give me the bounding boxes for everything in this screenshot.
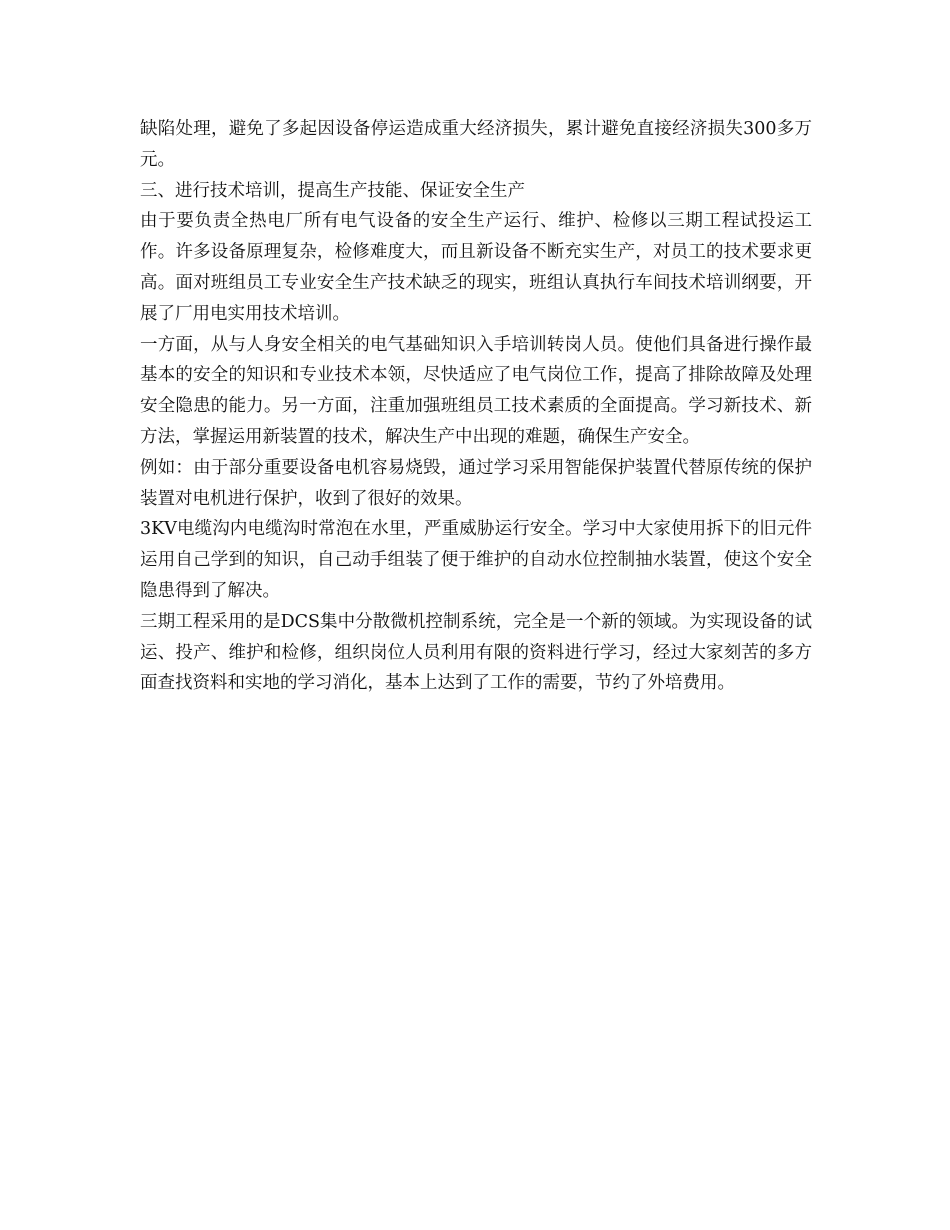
- paragraph-cable-trench: 3KV电缆沟内电缆沟时常泡在水里，严重威胁运行安全。学习中大家使用拆下的旧元件运用自己学到的知识，自己动手组装了便于维护的自动水位控制抽水装置，使这个安全隐患得到了解决。: [140, 519, 812, 601]
- paragraph-training-approach: 一方面，从与人身安全相关的电气基础知识入手培训转岗人员。使他们具备进行操作最基本的安全的知识和专业技术本领，尽快适应了电气岗位工作，提高了排除故障及处理安全隐患的能力。另一方面，注重加强班组员工技术素质的全面提高。学习新技术、新方法，掌握运用新装置的技术，解决生产中出现的难题，确保生产安全。: [140, 334, 812, 447]
- paragraph-loss-avoidance: 缺陷处理，避免了多起因设备停运造成重大经济损失，累计避免直接经济损失300多万元。: [140, 119, 812, 170]
- paragraph-training-background: 由于要负责全热电厂所有电气设备的安全生产运行、维护、检修以三期工程试投运工作。许多设备原理复杂，检修难度大，而且新设备不断充实生产，对员工的技术要求更高。面对班组员工专业安全生产技术缺乏的现实，班组认真执行车间技术培训纲要，开展了厂用电实用技术培训。: [140, 211, 812, 324]
- paragraph-dcs-system: 三期工程采用的是DCS集中分散微机控制系统，完全是一个新的领域。为实现设备的试运、投产、维护和检修，组织岗位人员利用有限的资料进行学习，经过大家刻苦的多方面查找资料和实地的学习消化，基本上达到了工作的需要，节约了外培费用。: [140, 611, 812, 694]
- paragraph-example-protection: 例如：由于部分重要设备电机容易烧毁，通过学习采用智能保护装置代替原传统的保护装置对电机进行保护，收到了很好的效果。: [140, 457, 812, 509]
- section-heading-training: 三、进行技术培训，提高生产技能、保证安全生产: [140, 180, 525, 201]
- document-body: [140, 114, 812, 699]
